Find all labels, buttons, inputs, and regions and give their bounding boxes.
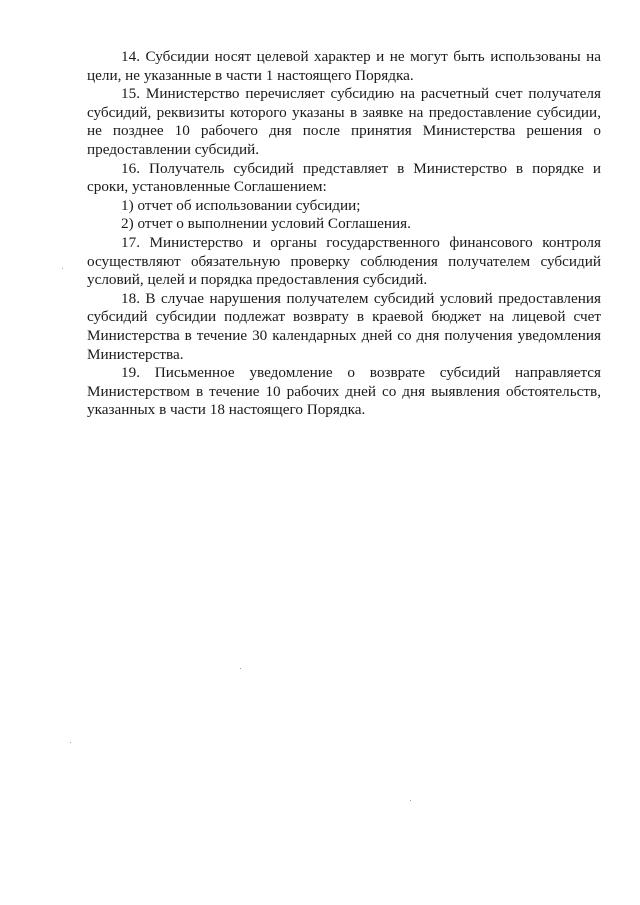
scan-speck [240,668,241,669]
paragraph-16: 16. Получатель субсидий представляет в Министерство в порядке и сроки, установленные Соглашением: [87,159,601,196]
scan-speck [70,742,71,743]
paragraph-14: 14. Субсидии носят целевой характер и не могут быть использованы на цели, не указанные в части 1 настоящего Порядка. [87,48,601,84]
paragraph-17: 17. Министерство и органы государственного финансового контроля осуществляют обязательную проверку соблюдения получателем субсидий условий, целей и порядка предоставления субсидий. [87,233,601,289]
scan-speck [410,800,411,801]
paragraph-19: 19. Письменное уведомление о возврате субсидий направляется Министерством в течение 10 рабочих дней со дня выявления обстоятельств, указанных в части 18 настоящего Порядка. [87,364,601,419]
document-page [87,48,601,420]
paragraph-16-item-2: 2) отчет о выполнении условий Соглашения. [121,215,411,233]
paragraph-16-item-1: 1) отчет об использовании субсидии; [121,196,361,214]
scan-speck [62,268,63,269]
paragraph-15: 15. Министерство перечисляет субсидию на расчетный счет получателя субсидий, реквизиты которого указаны в заявке на предоставление субсидии, не позднее 10 рабочего дня после принятия Министерства решения о предоставлении субсидий. [87,85,601,158]
paragraph-18: 18. В случае нарушения получателем субсидий условий предоставления субсидий субсидии подлежат возврату в краевой бюджет на лицевой счет Министерства в течение 30 календарных дней со дня получения уведомления Министерства. [87,289,601,363]
